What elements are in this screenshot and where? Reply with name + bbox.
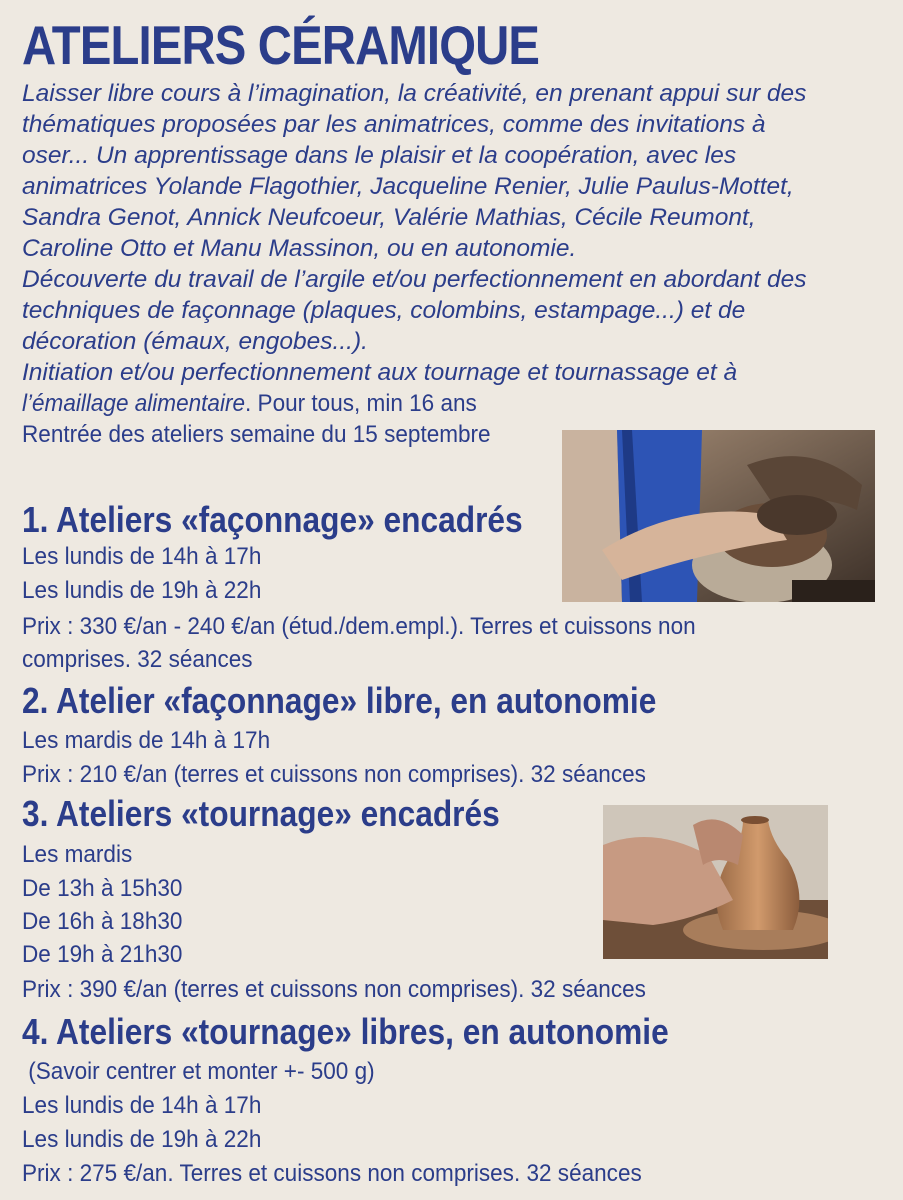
section-3-line: Prix : 390 €/an (terres et cuissons non comprises). 32 séances — [22, 976, 646, 1003]
intro-line: animatrices Yolande Flagothier, Jacqueline Renier, Julie Paulus-Mottet, — [22, 173, 794, 200]
section-3-title: 3. Ateliers «tournage» encadrés — [22, 793, 500, 834]
intro-line: oser... Un apprentissage dans le plaisir et la coopération, avec les — [22, 142, 737, 169]
intro-last-plain: . Pour tous, min 16 ans — [245, 390, 477, 417]
photo-wheel-throwing — [603, 805, 828, 959]
section-1-line: Les lundis de 19h à 22h — [22, 577, 262, 604]
section-1-line: Les lundis de 14h à 17h — [22, 543, 262, 570]
section-1-line: Prix : 330 €/an - 240 €/an (étud./dem.empl.). Terres et cuissons non — [22, 613, 696, 640]
section-3-line: De 19h à 21h30 — [22, 941, 183, 968]
page-title: ATELIERS CÉRAMIQUE — [22, 14, 540, 76]
rentree-line: Rentrée des ateliers semaine du 15 septembre — [22, 421, 491, 448]
section-4-line: Les lundis de 19h à 22h — [22, 1126, 262, 1153]
intro-line: Sandra Genot, Annick Neufcoeur, Valérie Mathias, Cécile Reumont, — [22, 204, 756, 231]
intro-line: décoration (émaux, engobes...). — [22, 328, 368, 355]
wheel-throwing-illustration — [603, 805, 828, 959]
section-2-title: 2. Atelier «façonnage» libre, en autonomie — [22, 680, 657, 721]
intro-text — [22, 78, 882, 388]
section-4-line: (Savoir centrer et monter +- 500 g) — [22, 1058, 375, 1085]
intro-line: Découverte du travail de l’argile et/ou perfectionnement en abordant des — [22, 266, 807, 293]
intro-last-line — [22, 388, 477, 419]
section-1-title: 1. Ateliers «façonnage» encadrés — [22, 499, 523, 540]
section-3-line: Les mardis — [22, 841, 133, 868]
section-4-line: Les lundis de 14h à 17h — [22, 1092, 262, 1119]
section-1-line: comprises. 32 séances — [22, 646, 253, 673]
section-2-line: Prix : 210 €/an (terres et cuissons non comprises). 32 séances — [22, 761, 646, 788]
intro-line: Caroline Otto et Manu Massinon, ou en autonomie. — [22, 235, 577, 262]
section-4-line: Prix : 275 €/an. Terres et cuissons non comprises. 32 séances — [22, 1160, 642, 1187]
intro-line: thématiques proposées par les animatrices, comme des invitations à — [22, 111, 766, 138]
photo-hands-shaping-clay — [562, 430, 875, 602]
section-3-line: De 13h à 15h30 — [22, 875, 183, 902]
intro-line: Initiation et/ou perfectionnement aux tournage et tournassage et à — [22, 359, 738, 386]
intro-line: techniques de façonnage (plaques, colombins, estampage...) et de — [22, 297, 746, 324]
intro-line: Laisser libre cours à l’imagination, la créativité, en prenant appui sur des — [22, 80, 807, 107]
section-3-line: De 16h à 18h30 — [22, 908, 183, 935]
intro-last-italic: l’émaillage alimentaire — [22, 390, 246, 417]
section-4-title: 4. Ateliers «tournage» libres, en autonomie — [22, 1011, 669, 1052]
clay-shaping-illustration — [562, 430, 875, 602]
section-2-line: Les mardis de 14h à 17h — [22, 727, 271, 754]
